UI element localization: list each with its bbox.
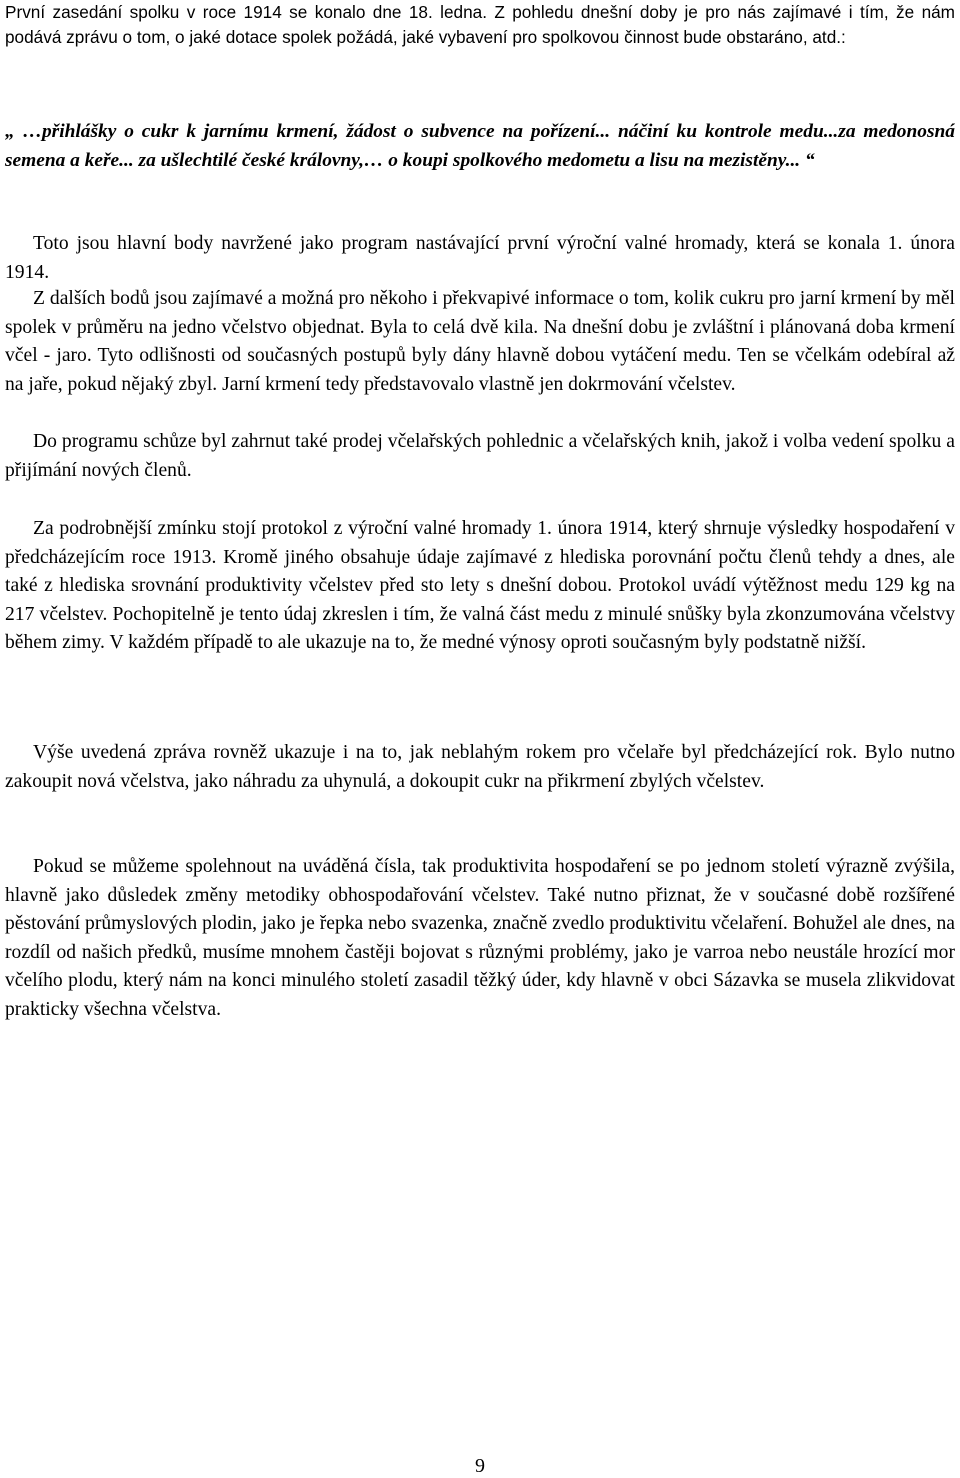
page-number: 9 [475, 1455, 485, 1477]
paragraph-protocol: Za podrobnější zmínku stojí protokol z výroční valné hromady 1. února 1914, který shrnuje výsledky hospodaření v předcházejícím roce 1913. Kromě jiného obsahuje údaje zajímavé z hlediska porovnání počtu členů tehdy a dnes, ale také z hlediska srovnání produktivity včelstev před sto lety s dnešní dobou. Protokol uvádí výtěžnost medu 129 kg na 217 včelstev. Pochopitelně je tento údaj zkreslen i tím, že valná část medu z minulé snůšky byla zkonzumována včelstvy během zimy. V každém případě to ale ukazuje na to, že medné výnosy oproti současným byly podstatně nižší. [5, 518, 955, 654]
paragraph-sugar: Z dalších bodů jsou zajímavé a možná pro někoho i překvapivé informace o tom, kolik cukru pro jarní krmení by měl spolek v průměru na jedno včelstvo objednat. Byla to celá dvě kila. Na dnešní dobu je zvláštní i plánovaná doba krmení včel - jaro. Tyto odlišnosti od současných postupů byly dány hlavně dobou vytáčení medu. Ten se včelkám odebíral až na jaře, pokud nějaký zbyl. Jarní krmení tedy představovalo vlastně jen dokrmování včelstev. [5, 288, 955, 395]
quoted-program-items: „ …přihlášky o cukr k jarnímu krmení, žádost o subvence na pořízení... náčiní ku kontrole medu...za medonosná semena a keře... za ušlechtilé české královny,… o koupi spolkového medometu a lisu na mezistěny... “ [5, 121, 955, 171]
paragraph-meeting: Do programu schůze byl zahrnut také prodej včelařských pohlednic a včelařských knih, jakož i volba vedení spolku a přijímání nových členů. [5, 431, 955, 481]
paragraph-bad-year: Výše uvedená zpráva rovněž ukazuje i na to, jak neblahým rokem pro včelaře byl předcházející rok. Bylo nutno zakoupit nová včelstva, jako náhradu za uhynulá, a dokoupit cukr na přikrmení zbylých včelstev. [5, 742, 955, 792]
paragraph-productivity: Pokud se můžeme spolehnout na uváděná čísla, tak produktivita hospodaření se po jednom století výrazně zvýšila, hlavně jako důsledek změny metodiky obhospodařování včelstev. Také nutno přiznat, že v současné době rozšířené pěstování průmyslových plodin, jako je řepka nebo svazenka, značně zvedlo produktivitu včelaření. Bohužel ale dnes, na rozdíl od našich předků, musíme mnohem častěji bojovat s různými problémy, jako je varroa nebo neustále hrozící mor včelího plodu, který nám na konci minulého století zasadil těžký úder, kdy hlavně v obci Sázavka se musela zlikvidovat prakticky všechna včelstva. [5, 856, 955, 1020]
paragraph-program: Toto jsou hlavní body navržené jako program nastávající první výroční valné hromady, která se konala 1. února 1914. [5, 233, 955, 283]
intro-paragraph: První zasedání spolku v roce 1914 se konalo dne 18. ledna. Z pohledu dnešní doby je pro nás zajímavé i tím, že nám podává zprávu o tom, o jaké dotace spolek požádá, jaké vybavení pro spolkovou činnost bude obstaráno, atd.: [5, 2, 955, 47]
